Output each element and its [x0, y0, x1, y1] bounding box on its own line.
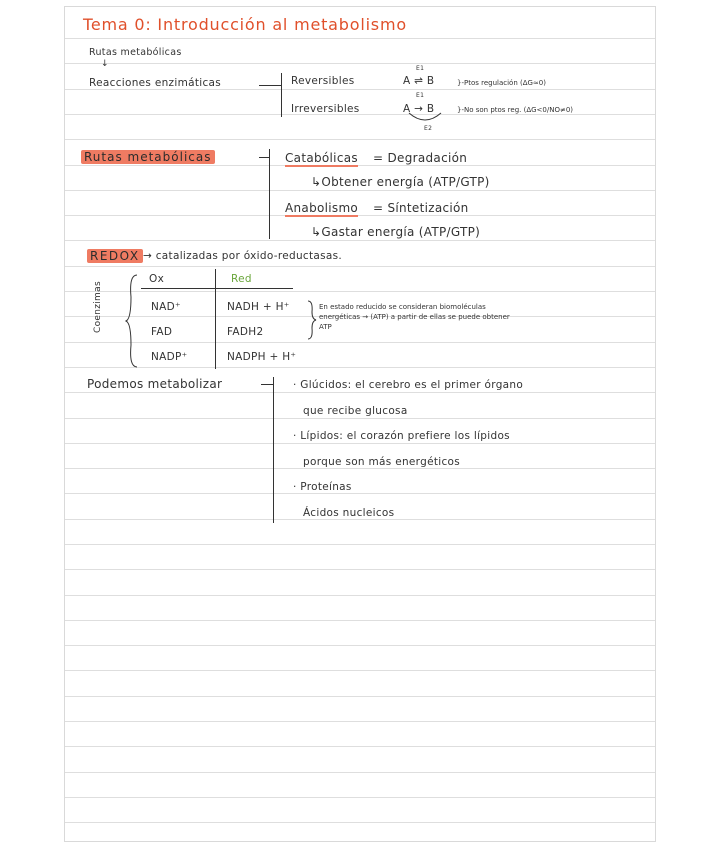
irreversible-equation: A → B [403, 103, 435, 115]
metab-branch-line [261, 384, 273, 385]
ruled-line [65, 63, 655, 64]
irreversibles-label: Irreversibles [291, 103, 360, 115]
metab-bracket [273, 377, 274, 523]
page-title: Tema 0: Introducción al metabolismo [83, 15, 407, 34]
ruled-line [65, 721, 655, 722]
metab-item-1: · Glúcidos: el cerebro es el primer órgano [293, 379, 524, 391]
metabolizar-label: Podemos metabolizar [87, 377, 223, 391]
branch-bracket [281, 73, 282, 117]
rutas-branch-line [259, 157, 269, 158]
ruled-line [65, 392, 655, 393]
ruled-line [65, 139, 655, 140]
ruled-line [65, 595, 655, 596]
ruled-line [65, 746, 655, 747]
reacciones-label: Reacciones enzimáticas [89, 77, 222, 89]
red-row-3: NADPH + H⁺ [227, 351, 297, 363]
ruled-line [65, 215, 655, 216]
redox-note-1: En estado reducido se consideran biomoléculas [319, 303, 486, 311]
ruled-line [65, 367, 655, 368]
metab-item-6: Ácidos nucleicos [303, 507, 395, 519]
reverse-arrow-icon [405, 111, 445, 127]
red-row-1: NADH + H⁺ [227, 301, 290, 313]
ruled-line [65, 114, 655, 115]
reversibles-label: Reversibles [291, 75, 355, 87]
ruled-line [65, 190, 655, 191]
catabolicas-definition: = Degradación [373, 151, 468, 165]
ruled-line [65, 797, 655, 798]
ruled-line [65, 418, 655, 419]
anabolismo-label: Anabolismo [285, 201, 359, 215]
redox-label: REDOX [87, 249, 143, 263]
red-header: Red [231, 273, 252, 285]
down-arrow-icon: ↓ [101, 59, 109, 69]
metab-item-5: · Proteínas [293, 481, 352, 493]
catabolicas-label: Catabólicas [285, 151, 358, 165]
ox-header: Ox [149, 273, 165, 285]
table-divider [215, 269, 216, 369]
metab-item-3: · Lípidos: el corazón prefiere los lípidos [293, 430, 510, 442]
ruled-line [65, 569, 655, 570]
ruled-line [65, 645, 655, 646]
e2-label: E2 [424, 125, 433, 132]
notebook-page [64, 6, 656, 842]
ruled-line [65, 519, 655, 520]
table-header-rule [141, 288, 293, 289]
redox-note-3: ATP [319, 323, 332, 331]
catabolicas-sub: ↳Obtener energía (ATP/GTP) [311, 175, 490, 189]
rutas-bracket [269, 149, 270, 239]
branch-line [259, 85, 281, 86]
anabolismo-sub: ↳Gastar energía (ATP/GTP) [311, 225, 481, 239]
reversible-equation: A ⇌ B [403, 75, 435, 87]
ruled-line [65, 544, 655, 545]
ox-row-2: FAD [151, 326, 173, 338]
ruled-line [65, 89, 655, 90]
ruled-line [65, 342, 655, 343]
ruled-line [65, 696, 655, 697]
ruled-line [65, 493, 655, 494]
ruled-line [65, 443, 655, 444]
ruled-line [65, 620, 655, 621]
note-brace [307, 300, 317, 340]
irreversible-note: }-No son ptos reg. (ΔG<0/NO≠0) [457, 106, 573, 114]
ruled-line [65, 468, 655, 469]
ruled-line [65, 266, 655, 267]
red-row-2: FADH2 [227, 326, 264, 338]
anabolismo-definition: = Síntetización [373, 201, 469, 215]
rutas-label: Rutas metabólicas [89, 47, 182, 58]
ox-row-1: NAD⁺ [151, 301, 181, 313]
redox-description: → catalizadas por óxido-reductasas. [143, 250, 343, 262]
ruled-line [65, 772, 655, 773]
ruled-line [65, 291, 655, 292]
coenzimas-brace [125, 273, 139, 369]
ruled-line [65, 38, 655, 39]
ruled-line [65, 240, 655, 241]
reversible-note: }-Ptos regulación (ΔG≈0) [457, 79, 546, 87]
rutas-section-label: Rutas metabólicas [81, 150, 215, 164]
ruled-line [65, 165, 655, 166]
ox-row-3: NADP⁺ [151, 351, 188, 363]
metab-item-2: que recibe glucosa [303, 405, 408, 417]
redox-note-2: energéticas → (ATP) a partir de ellas se puede obtener [319, 313, 510, 321]
coenzimas-label: Coenzimas [93, 281, 103, 333]
ruled-line [65, 670, 655, 671]
ruled-line [65, 822, 655, 823]
metab-item-4: porque son más energéticos [303, 456, 461, 468]
e1-label-irr: E1 [416, 92, 425, 99]
e1-label: E1 [416, 65, 425, 72]
